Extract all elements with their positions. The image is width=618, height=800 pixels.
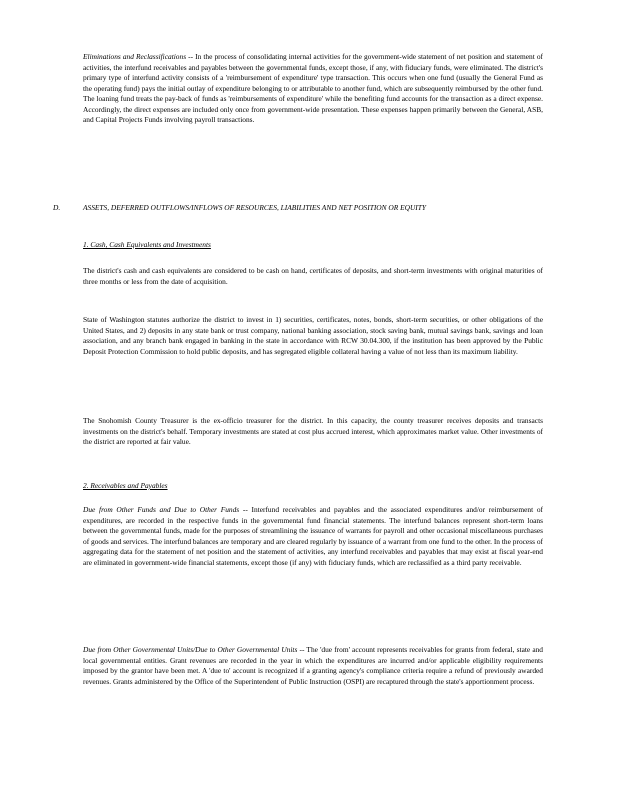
section-letter: D. bbox=[53, 203, 61, 212]
cash-paragraph-2: State of Washington statutes authorize the district to invest in 1) securities, certificates, notes, bonds, short-term securities, or other obligations of the United States, and 2) deposits in any state bank or trust company, national banking association, stock saving bank, mutual savings bank, savings and loan association, and any branch bank engaged in banking in the state in accordance with RCW 30.04.300, if the institution has been approved by the Public Deposit Protection Commission to hold public deposits, and has segregated eligible collateral having a value of not less than its maximum liability. bbox=[83, 315, 543, 356]
due-funds-paragraph bbox=[83, 505, 543, 568]
cash-paragraph-3: The Snohomish County Treasurer is the ex-officio treasurer for the district. In this capacity, the county treasurer receives deposits and transacts investments on the district's behalf. Temporary investments are stated at cost plus accrued interest, which approximates market value. Other investments of the district are reported at fair value. bbox=[83, 416, 543, 446]
eliminations-body: -- In the process of consolidating internal activities for the government-wide statement of net position and statement of activities, the interfund receivables and payables between the governmental funds, except those, if any, with fiduciary funds, were eliminated. The district's primary type of interfund activity consists of a 'reimbursement of expenditure' type transaction. This occurs when one fund (usually the General Fund as the operating fund) pays the initial outlay of expenditure belonging to or attributable to another fund, which are subsequently reimbursed by the other fund. The loaning fund treats the pay-back of funds as 'reimbursements of expenditure' while the benefiting fund accounts for the transaction as a direct expense. Accordingly, the direct expenses are included only once from government-wide presentation. These expenses happen primarily between the General, ASB, and Capital Projects Funds involving payroll transactions. bbox=[83, 52, 543, 124]
section-title: ASSETS, DEFERRED OUTFLOWS/INFLOWS OF RESOURCES, LIABILITIES AND NET POSITION OR EQUITY bbox=[83, 203, 426, 212]
due-gov-paragraph bbox=[83, 645, 543, 687]
due-gov-title: Due from Other Governmental Units/Due to Other Governmental Units bbox=[83, 645, 298, 654]
subsection-receivables-title bbox=[83, 481, 168, 492]
due-gov-body: -- The 'due from' account represents receivables for grants from federal, state and local governmental entities. Grant revenues are recorded in the year in which the expenditures are incurred and/or applicable eligibility requirements imposed by the grantor have been met. A 'due to' account is recognized if a granting agency's compliance criteria require a refund of previously awarded revenues. Grants administered by the Office of the Superintendent of Public Instruction (OSPI) are recaptured through the state's apportionment process. bbox=[83, 645, 543, 686]
due-funds-title: Due from Other Funds and Due to Other Funds bbox=[83, 505, 240, 514]
eliminations-paragraph bbox=[83, 52, 543, 126]
due-funds-body: -- Interfund receivables and payables and the associated expenditures and/or reimbursement of expenditures, are recorded in the respective funds in the governmental fund financial statements. The interfund balances represent short-term loans between the governmental funds, made for the purposes of streamlining the issuance of warrants for payroll and other occasional miscellaneous purchases of goods and services. The interfund balances are temporary and are cleared regularly by issuance of a warrant from one fund to the other. In the process of aggregating data for the statement of net position and the statement of activities, any interfund receivables and payables that may exist at fiscal year-end are eliminated in government-wide financial statements, except those (if any) with fiduciary funds, which are reclassified as a third party receivable. bbox=[83, 505, 543, 567]
cash-paragraph-1: The district's cash and cash equivalents are considered to be cash on hand, certificates of deposits, and short-term investments with original maturities of three months or less from the date of acquisition. bbox=[83, 266, 543, 286]
subsection-receivables-label: 2. Receivables and Payables bbox=[83, 481, 168, 490]
eliminations-title: Eliminations and Reclassifications bbox=[83, 52, 187, 61]
subsection-cash-label: 1. Cash, Cash Equivalents and Investments bbox=[83, 240, 211, 249]
subsection-cash-title bbox=[83, 240, 211, 251]
